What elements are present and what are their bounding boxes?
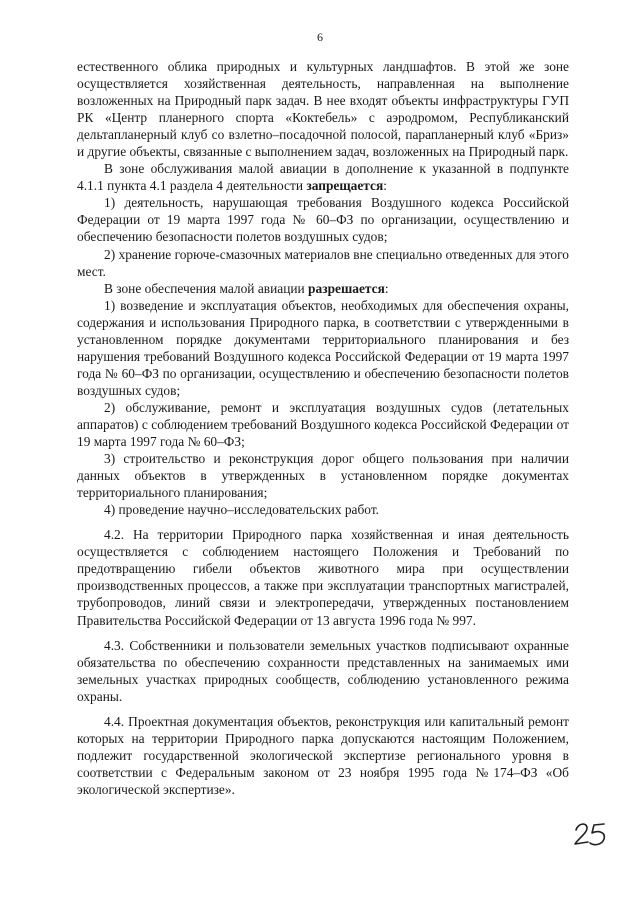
paragraph-zone-intro: естественного облика природных и культурных ландшафтов. В этой же зоне осуществляется хозяйственная деятельность, направленная на выполнение возложенных на Природный парк задач. В нее входят объекты инфраструктуры ГУП РК «Центр планерного спорта «Коктебель» с аэродромом, Республиканский дельтапланерный клуб со взлетно–посадочной полосой, парапланерный клуб «Бриз» и другие объекты, связанные с выполнением задач, возложенных на Природный парк. xyxy=(77,59,569,160)
paragraph-allowed-intro: В зоне обеспечения малой авиации разрешается: xyxy=(104,280,389,296)
document-body xyxy=(77,58,569,798)
clause-4-3: 4.3. Собственники и пользователи земельных участков подписывают охранные обязательства по обеспечению сохранности представленных на занимаемых ими земельных участках природных сообществ, соблюдению установленного режима охраны. xyxy=(77,637,569,704)
prohibited-keyword: запрещается xyxy=(306,178,384,194)
page-number: 6 xyxy=(317,30,323,44)
clause-4-2: 4.2. На территории Природного парка хозяйственная и иная деятельность осуществляется с соблюдением настоящего Положения и Требований по предотвращению гибели объектов животного мира при осуществлении производственных процессов, а также при эксплуатации транспортных магистралей, трубопроводов, линий связи и электропередачи, утвержденных постановлением Правительства Российской Федерации от 13 августа 1996 года № 997. xyxy=(77,527,569,628)
allowed-item-1: 1) возведение и эксплуатация объектов, необходимых для обеспечения охраны, содержания и использования Природного парка, в соответствии с утвержденными в установленном порядке документами территориального планирования и без нарушения требований Воздушного кодекса Российской Федерации от 19 марта 1997 года № 60–ФЗ по организации, осуществлению и обеспечению безопасности полетов воздушных судов; xyxy=(77,297,569,398)
allowed-keyword: разрешается xyxy=(308,280,385,296)
clause-4-4: 4.4. Проектная документация объектов, реконструкция или капитальный ремонт которых на территории Природного парка допускаются настоящим Положением, подлежит государственной экологической экспертизе регионального уровня в соответствии с Федеральным законом от 23 ноября 1995 года №174–ФЗ «Об экологической экспертизе». xyxy=(77,713,569,797)
allowed-item-4: 4) проведение научно–исследовательских работ. xyxy=(104,502,380,518)
allowed-item-2: 2) обслуживание, ремонт и эксплуатация воздушных судов (летательных аппаратов) с соблюдением требований Воздушного кодекса Российской Федерации от 19 марта 1997 года № 60–ФЗ; xyxy=(77,399,569,450)
handwritten-page-mark xyxy=(572,818,612,850)
allowed-item-3: 3) строительство и реконструкция дорог общего пользования при наличии данных объектов в утвержденных в установленном порядке документах территориального планирования; xyxy=(77,451,569,501)
prohibited-item-1: 1) деятельность, нарушающая требования Воздушного кодекса Российской Федерации от 19 марта 1997 года № 60–ФЗ по организации, осуществлению и обеспечению безопасности полетов воздушных судов; xyxy=(77,195,569,245)
paragraph-prohibited-intro: В зоне обслуживания малой авиации в дополнение к указанной в подпункте 4.1.1 пункта 4.1 раздела 4 деятельности запрещается: xyxy=(77,161,569,194)
prohibited-item-2: 2) хранение горюче-смазочных материалов вне специально отведенных для этого мест. xyxy=(77,246,569,279)
